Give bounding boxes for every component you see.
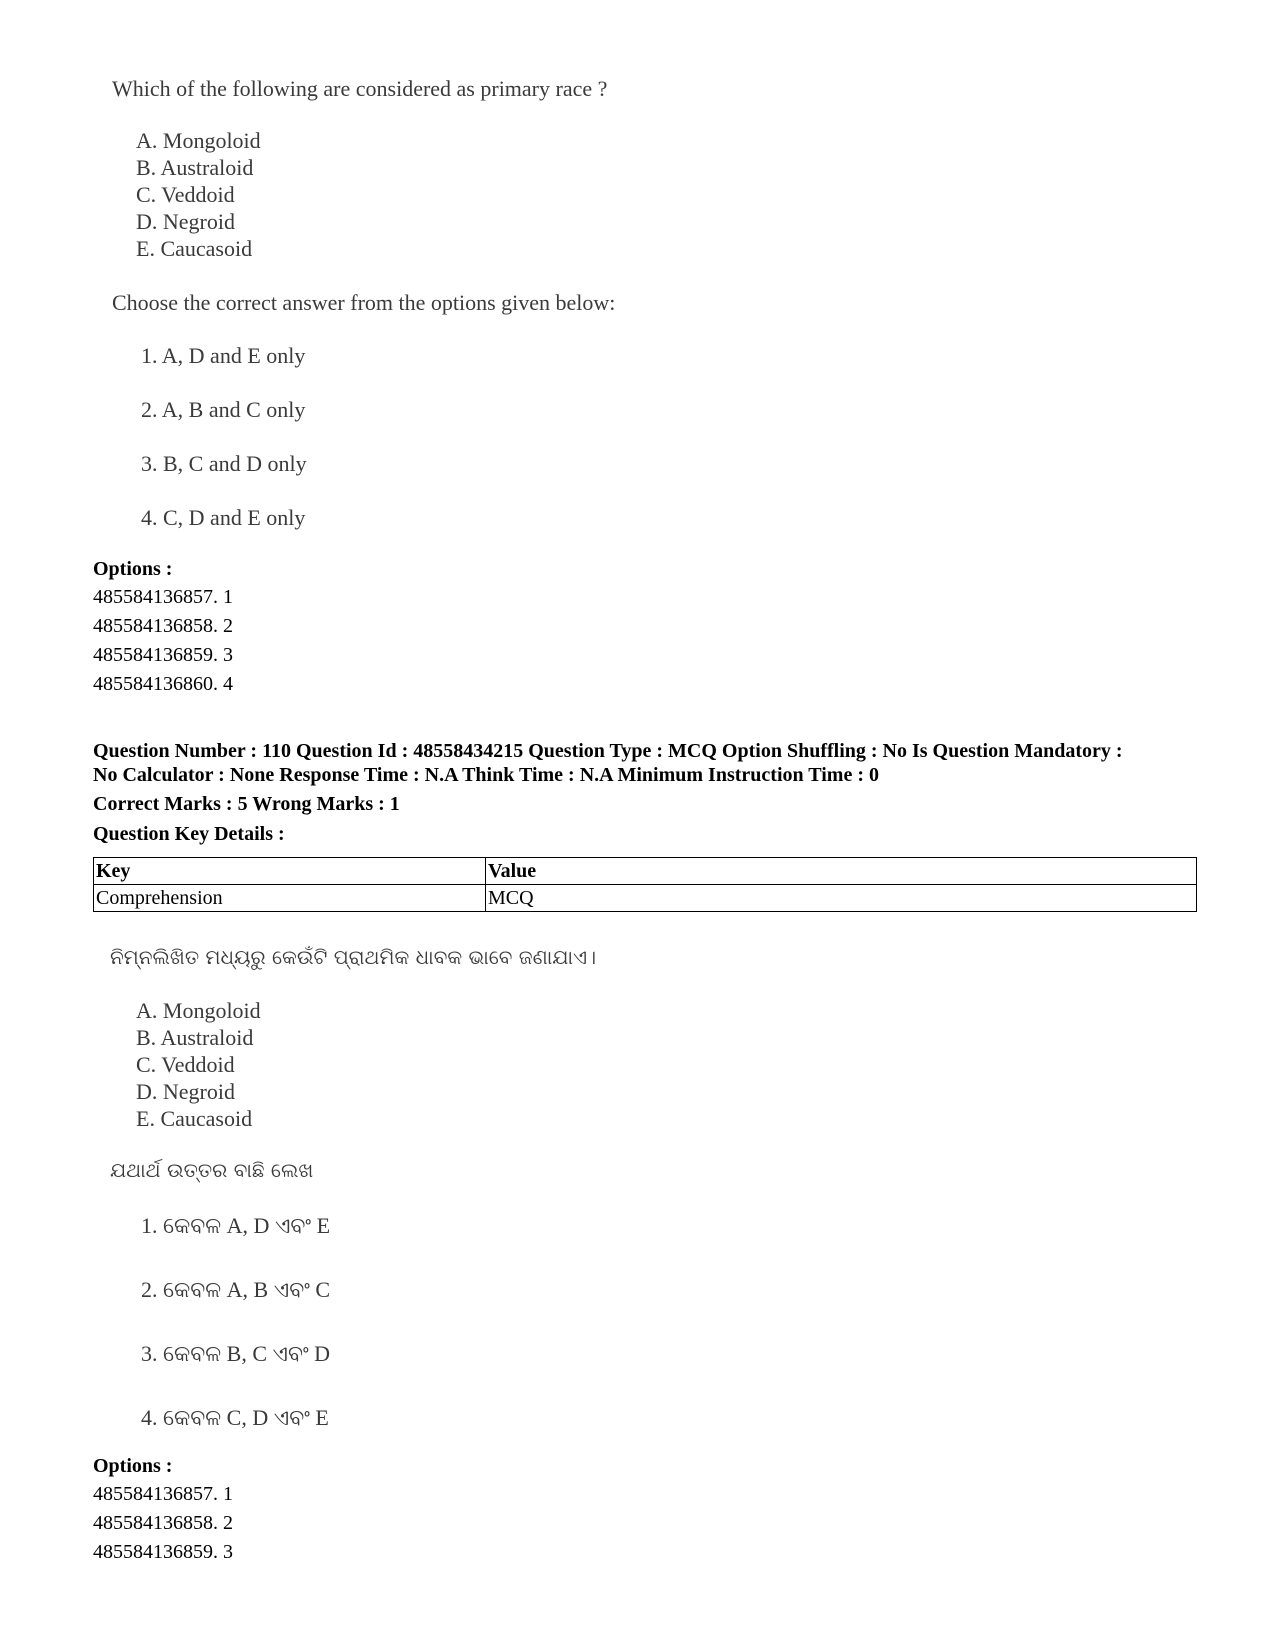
option-id: 485584136857. 1 xyxy=(93,586,233,608)
list-item: A. Mongoloid xyxy=(136,998,261,1023)
option-id: 485584136857. 1 xyxy=(93,1483,233,1505)
list-item: B. Australoid xyxy=(136,155,254,180)
table-cell-key: Comprehension xyxy=(94,885,486,912)
list-item: C. Veddoid xyxy=(136,1052,235,1077)
answer-choice: 4. C, D and E only xyxy=(141,505,306,530)
answer-choice: 2. କେବଳ A, B ଏବଂ C xyxy=(141,1277,331,1302)
list-item: E. Caucasoid xyxy=(136,236,253,261)
question-meta-line2: No Calculator : None Response Time : N.A Think Time : N.A Minimum Instruction Time : 0 xyxy=(93,764,879,786)
answer-choice: 3. କେବଳ B, C ଏବଂ D xyxy=(141,1341,331,1366)
answer-choice: 1. କେବଳ A, D ଏବଂ E xyxy=(141,1213,331,1238)
list-item: E. Caucasoid xyxy=(136,1106,253,1131)
answer-choice: 2. A, B and C only xyxy=(141,397,306,422)
option-id: 485584136858. 2 xyxy=(93,1512,233,1534)
list-item: B. Australoid xyxy=(136,1025,254,1050)
answer-choice: 4. କେବଳ C, D ଏବଂ E xyxy=(141,1405,329,1430)
option-id: 485584136860. 4 xyxy=(93,673,233,695)
options-label: Options : xyxy=(93,1455,173,1477)
list-item: D. Negroid xyxy=(136,209,235,234)
marks-line: Correct Marks : 5 Wrong Marks : 1 xyxy=(93,793,400,815)
table-header-row xyxy=(94,858,1197,885)
options-label: Options : xyxy=(93,558,173,580)
table-header-value: Value xyxy=(486,858,1197,885)
instruction-text: Choose the correct answer from the options given below: xyxy=(112,290,616,315)
list-item: C. Veddoid xyxy=(136,182,235,207)
question-key-table xyxy=(93,857,1197,912)
table-cell-value: MCQ xyxy=(486,885,1197,912)
answer-choice: 3. B, C and D only xyxy=(141,451,307,476)
question-text: ନିମ୍ନଲିଖିତ ମଧ୍ୟରୁ କେଉଁଟି ପ୍ରାଥମିକ ଧାବକ ଭାବେ ଜଣାଯାଏ। xyxy=(110,945,597,969)
question-text: Which of the following are considered as primary race ? xyxy=(112,76,608,101)
key-details-label: Question Key Details : xyxy=(93,823,285,845)
option-id: 485584136859. 3 xyxy=(93,1541,233,1563)
list-item: D. Negroid xyxy=(136,1079,235,1104)
option-id: 485584136858. 2 xyxy=(93,615,233,637)
list-item: A. Mongoloid xyxy=(136,128,261,153)
table-header-key: Key xyxy=(94,858,486,885)
instruction-text: ଯଥାର୍ଥ ଉତ୍ତର ବାଛି ଲେଖ xyxy=(110,1158,314,1182)
question-meta-line1: Question Number : 110 Question Id : 48558434215 Question Type : MCQ Option Shuffling : No Is Question Mandatory : xyxy=(93,740,1123,762)
option-id: 485584136859. 3 xyxy=(93,644,233,666)
answer-choice: 1. A, D and E only xyxy=(141,343,306,368)
table-row xyxy=(94,885,1197,912)
